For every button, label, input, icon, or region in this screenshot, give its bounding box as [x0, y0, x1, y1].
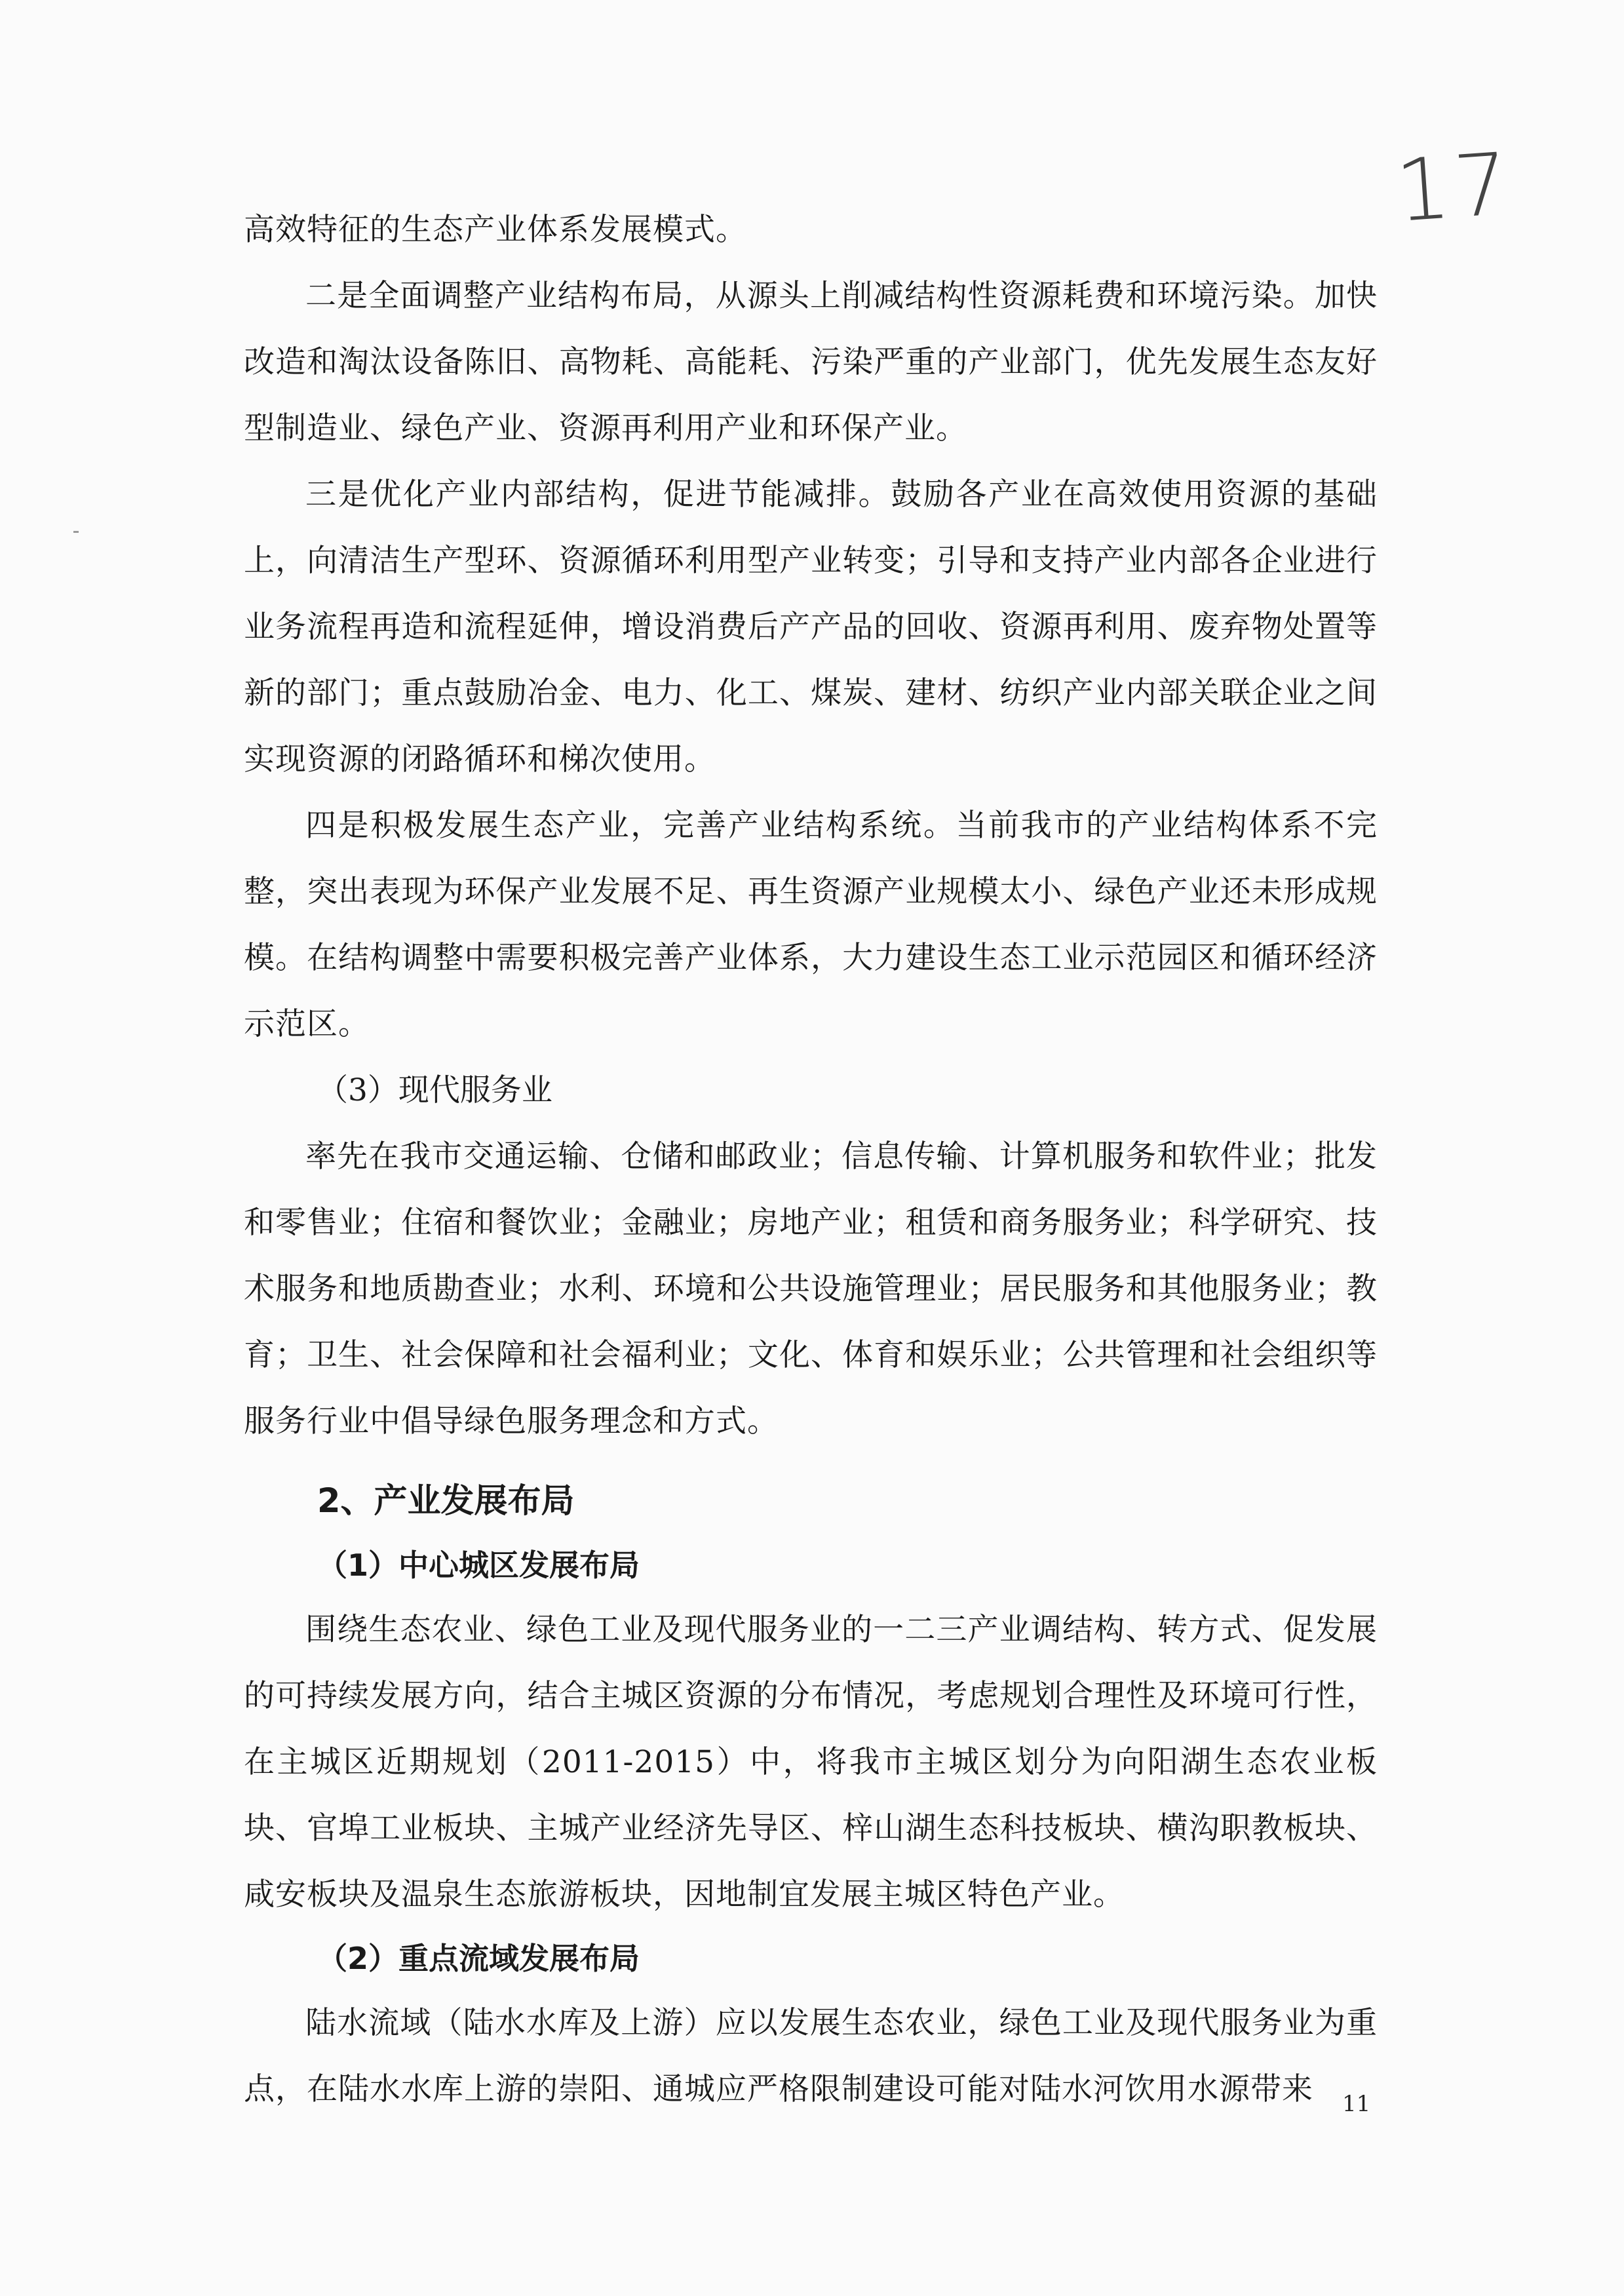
- subheading-key-watershed: （2）重点流域发展布局: [317, 1941, 640, 1976]
- section-heading-industry-layout: 2、产业发展布局: [317, 1482, 575, 1521]
- paragraph-adjust-structure: 二是全面调整产业结构布局，从源头上削减结构性资源耗费和环境污染。加快改造和淘汰设备陈旧、高物耗、高能耗、污染严重的产业部门，优先发展生态友好型制造业、绿色产业、资源再利用产业和环保产业。: [244, 278, 1378, 446]
- handwritten-page-mark: 17: [1392, 133, 1516, 242]
- paragraph-optimize-structure: 三是优化产业内部结构，促进节能减排。鼓励各产业在高效使用资源的基础上，向清洁生产型环、资源循环利用型产业转变；引导和支持产业内部各企业进行业务流程再造和流程延伸，增设消费后产产品的回收、资源再利用、废弃物处置等新的部门；重点鼓励冶金、电力、化工、煤炭、建材、纺织产业内部关联企业之间实现资源的闭路循环和梯次使用。: [244, 477, 1378, 777]
- paragraph-modern-services: 率先在我市交通运输、仓储和邮政业；信息传输、计算机服务和软件业；批发和零售业；住宿和餐饮业；金融业；房地产业；租赁和商务服务业；科学研究、技术服务和地质勘查业；水利、环境和公共设施管理业；居民服务和其他服务业；教育；卫生、社会保障和社会福利业；文化、体育和娱乐业；公共管理和社会组织等服务行业中倡导绿色服务理念和方式。: [244, 1138, 1378, 1439]
- paragraph-continuation: 高效特征的生态产业体系发展模式。: [244, 212, 747, 248]
- subheading-modern-services: （3）现代服务业: [317, 1072, 552, 1108]
- document-body: [244, 197, 1378, 2122]
- paragraph-key-watershed: 陆水流域（陆水水库及上游）应以发展生态农业，绿色工业及现代服务业为重点，在陆水水库上游的崇阳、通城应严格限制建设可能对陆水河饮用水源带来: [244, 2005, 1378, 2107]
- page-number: 11: [1342, 2091, 1371, 2117]
- paragraph-ecological-industry: 四是积极发展生态产业，完善产业结构系统。当前我市的产业结构体系不完整，突出表现为环保产业发展不足、再生资源产业规模太小、绿色产业还未形成规模。在结构调整中需要积极完善产业体系，大力建设生态工业示范园区和循环经济示范区。: [244, 807, 1378, 1042]
- scan-speck: [73, 531, 79, 533]
- paragraph-central-urban: 围绕生态农业、绿色工业及现代服务业的一二三产业调结构、转方式、促发展的可持续发展方向，结合主城区资源的分布情况，考虑规划合理性及环境可行性，在主城区近期规划（2011-2015）中，将我市主城区划分为向阳湖生态农业板块、官埠工业板块、主城产业经济先导区、梓山湖生态科技板块、横沟职教板块、咸安板块及温泉生态旅游板块，因地制宜发展主城区特色产业。: [244, 1612, 1378, 1913]
- subheading-central-urban: （1）中心城区发展布局: [317, 1547, 640, 1583]
